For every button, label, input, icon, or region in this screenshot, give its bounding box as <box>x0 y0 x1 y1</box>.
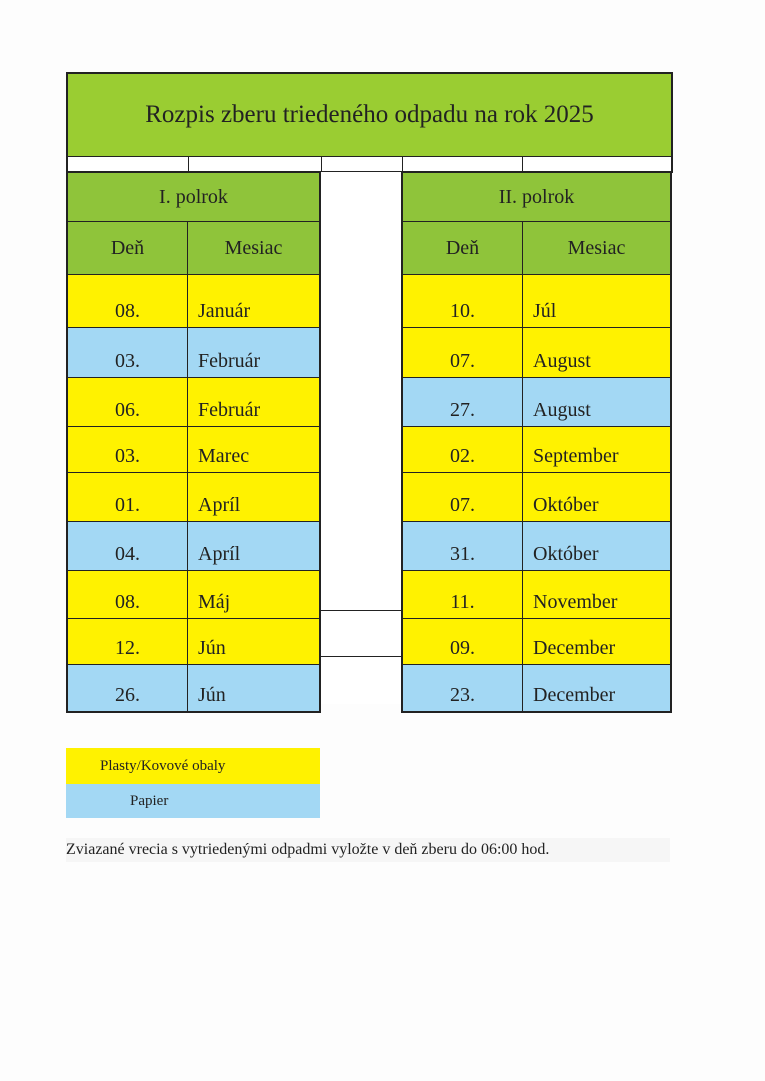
day-cell: 08. <box>68 275 188 327</box>
legend-plastic: Plasty/Kovové obaly <box>66 748 320 784</box>
month-cell: Marec <box>198 445 250 467</box>
day-cell: 27. <box>403 378 523 426</box>
day-column-header: Deň <box>68 222 188 274</box>
month-cell: August <box>533 399 591 421</box>
month-cell: September <box>533 445 619 467</box>
table-row <box>403 619 670 665</box>
day-cell: 06. <box>68 378 188 426</box>
month-cell: December <box>533 637 616 659</box>
month-cell: Apríl <box>198 494 241 516</box>
table-row <box>68 619 319 665</box>
table-row <box>403 522 670 571</box>
table-row <box>68 427 319 473</box>
table-row <box>403 665 670 711</box>
table-row <box>403 473 670 522</box>
day-cell: 10. <box>403 275 523 327</box>
month-cell: Február <box>198 350 261 372</box>
day-cell: 07. <box>403 473 523 521</box>
day-cell: 08. <box>68 571 188 618</box>
table-row <box>68 522 319 571</box>
month-cell: November <box>533 591 618 613</box>
day-cell: 02. <box>403 427 523 472</box>
table-row <box>68 378 319 427</box>
day-cell: 23. <box>403 665 523 711</box>
second-half-rows <box>403 275 670 711</box>
table-row <box>68 665 319 711</box>
table-row <box>68 328 319 378</box>
day-cell: 31. <box>403 522 523 570</box>
table-row <box>68 571 319 619</box>
month-cell: Jún <box>198 637 226 659</box>
month-cell: Apríl <box>198 543 241 565</box>
month-column-header: Mesiac <box>567 236 626 259</box>
page-title: Rozpis zberu triedeného odpadu na rok 2025 <box>66 72 673 158</box>
month-column-header: Mesiac <box>224 236 283 259</box>
month-cell: December <box>533 684 616 706</box>
month-cell: Jún <box>198 684 226 706</box>
month-cell: Október <box>533 543 599 565</box>
table-row <box>403 378 670 427</box>
month-cell: Máj <box>198 591 231 613</box>
table-row <box>403 571 670 619</box>
spacer-row <box>66 157 673 173</box>
first-half-column-header <box>68 222 319 275</box>
month-cell: Február <box>198 399 261 421</box>
month-cell: Január <box>198 300 251 322</box>
day-cell: 26. <box>68 665 188 711</box>
month-cell: Október <box>533 494 599 516</box>
day-cell: 03. <box>68 427 188 472</box>
first-half-rows <box>68 275 319 711</box>
day-cell: 03. <box>68 328 188 377</box>
day-cell: 01. <box>68 473 188 521</box>
gap-column <box>320 172 402 704</box>
day-cell: 11. <box>403 571 523 618</box>
table-row <box>403 328 670 378</box>
table-row <box>403 275 670 328</box>
collection-note: Zviazané vrecia s vytriedenými odpadmi vyložte v deň zberu do 06:00 hod. <box>66 838 670 862</box>
month-cell: August <box>533 350 591 372</box>
second-half-heading: II. polrok <box>403 173 670 222</box>
table-row <box>68 275 319 328</box>
table-row <box>68 473 319 522</box>
second-half-table <box>401 172 672 713</box>
day-cell: 09. <box>403 619 523 664</box>
month-cell: Júl <box>533 300 557 322</box>
second-half-column-header <box>403 222 670 275</box>
first-half-table <box>66 172 321 713</box>
day-column-header: Deň <box>403 222 523 274</box>
table-row <box>403 427 670 473</box>
legend-paper: Papier <box>66 784 320 818</box>
day-cell: 04. <box>68 522 188 570</box>
day-cell: 12. <box>68 619 188 664</box>
first-half-heading: I. polrok <box>68 173 319 222</box>
day-cell: 07. <box>403 328 523 377</box>
